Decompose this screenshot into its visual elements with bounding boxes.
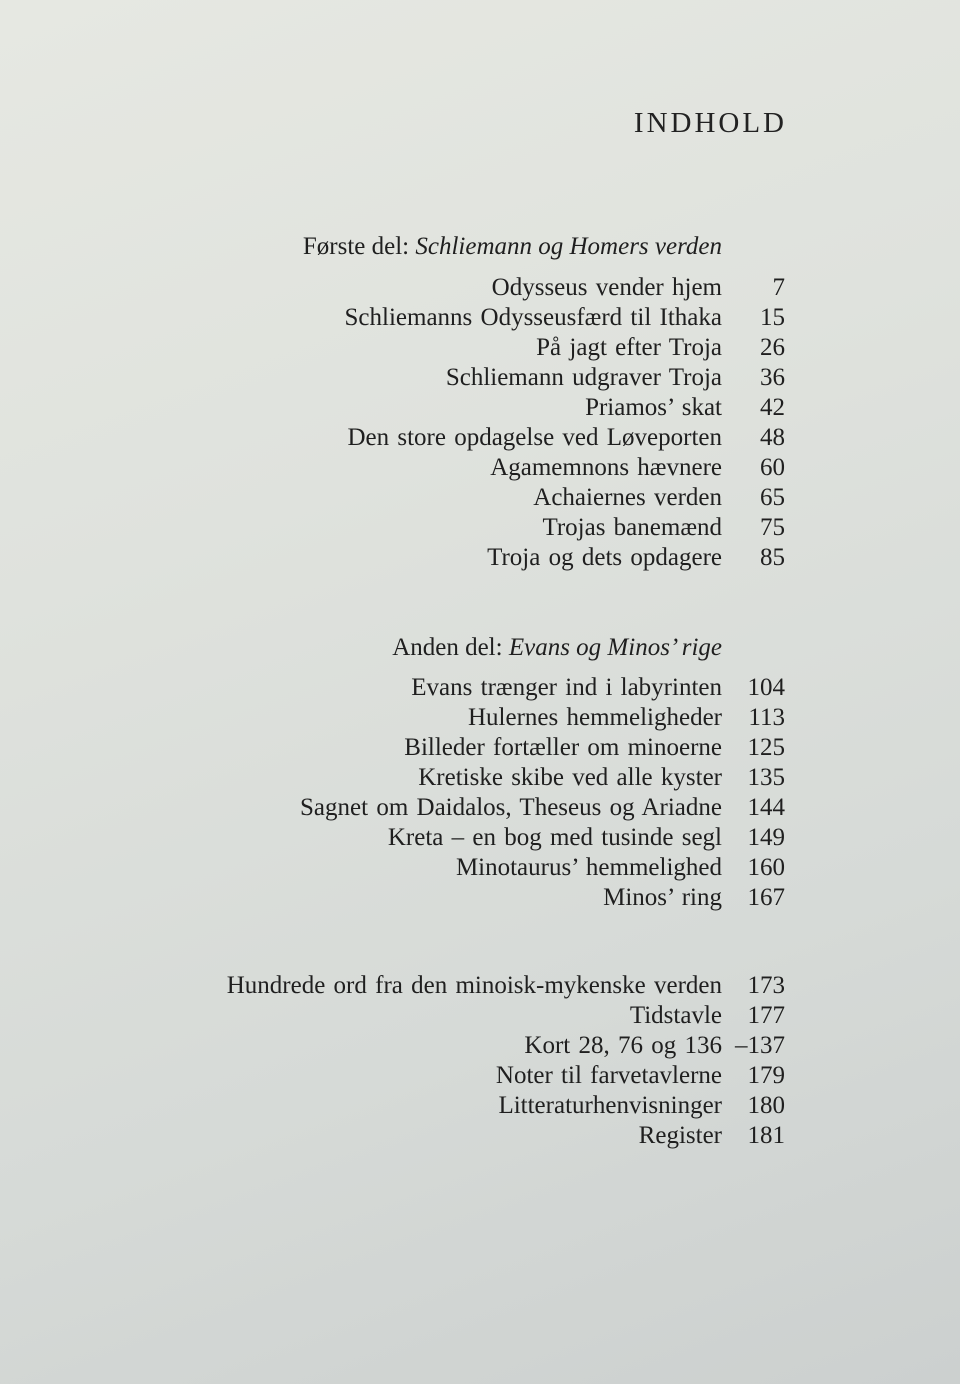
- toc-entry: [0, 453, 960, 483]
- toc-entry: [0, 1001, 960, 1031]
- entry-page: 85: [760, 544, 785, 571]
- entry-title: Minotaurus’ hemmelighed: [455, 854, 722, 881]
- entry-page: 26: [760, 334, 785, 361]
- toc-entry: [0, 333, 960, 363]
- toc-entry: [0, 363, 960, 393]
- toc-entry: [0, 883, 960, 913]
- toc-entry: [0, 703, 960, 733]
- entry-page: 125: [747, 734, 785, 761]
- entry-title: Hundrede ord fra den minoisk-mykenske verden: [226, 972, 722, 999]
- entry-title: Tidstavle: [629, 1002, 722, 1029]
- entry-title: Priamos’ skat: [585, 394, 722, 421]
- entry-page: –137: [735, 1032, 785, 1059]
- entry-title: Sagnet om Daidalos, Theseus og Ariadne: [300, 794, 722, 821]
- part-subtitle: Evans og Minos’ rige: [508, 634, 722, 661]
- entry-page: 160: [747, 854, 785, 881]
- part-heading-2: [392, 633, 722, 663]
- entry-title: Billeder fortæller om minoerne: [404, 734, 722, 761]
- entry-page: 149: [747, 824, 785, 851]
- entry-page: 42: [760, 394, 785, 421]
- toc-entry: [0, 273, 960, 303]
- entry-title: På jagt efter Troja: [536, 334, 722, 361]
- toc-entry: [0, 763, 960, 793]
- entry-page: 179: [747, 1062, 785, 1089]
- entry-page: 177: [747, 1002, 785, 1029]
- part-heading-1: [303, 232, 722, 262]
- toc-entry: [0, 823, 960, 853]
- entry-page: 75: [760, 514, 785, 541]
- entry-title: Schliemann udgraver Troja: [445, 364, 722, 391]
- toc-entry: [0, 853, 960, 883]
- entry-page: 36: [760, 364, 785, 391]
- entry-title: Agamemnons hævnere: [490, 454, 722, 481]
- entry-page: 181: [747, 1122, 785, 1149]
- entry-title: Den store opdagelse ved Løveporten: [347, 424, 722, 451]
- entry-title: Evans trænger ind i labyrinten: [411, 674, 722, 701]
- toc-entry: [0, 1031, 960, 1061]
- entry-title: Register: [638, 1122, 722, 1149]
- entry-title: Trojas banemænd: [542, 514, 722, 541]
- entry-title: Odysseus vender hjem: [491, 274, 722, 301]
- toc-entry: [0, 673, 960, 703]
- entry-title: Schliemanns Odysseusfærd til Ithaka: [344, 304, 722, 331]
- entry-title: Kort 28, 76 og 136: [524, 1032, 722, 1059]
- toc-entry: [0, 1091, 960, 1121]
- entry-title: Noter til farvetavlerne: [495, 1062, 722, 1089]
- entry-page: 144: [747, 794, 785, 821]
- part-subtitle: Schliemann og Homers verden: [415, 233, 722, 260]
- entry-page: 104: [747, 674, 785, 701]
- toc-entry: [0, 793, 960, 823]
- entry-title: Litteraturhenvisninger: [498, 1092, 722, 1119]
- entry-title: Troja og dets opdagere: [487, 544, 722, 571]
- toc-entry: [0, 1061, 960, 1091]
- entry-page: 60: [760, 454, 785, 481]
- toc-entry: [0, 1121, 960, 1151]
- entry-page: 135: [747, 764, 785, 791]
- entry-title: Kreta – en bog med tusinde segl: [387, 824, 722, 851]
- entry-page: 15: [760, 304, 785, 331]
- part-prefix: Anden del:: [392, 634, 509, 661]
- toc-entry: [0, 971, 960, 1001]
- part-prefix: Første del:: [302, 233, 416, 260]
- toc-appendix: [0, 971, 960, 1151]
- entry-page: 167: [747, 884, 785, 911]
- entry-title: Minos’ ring: [603, 884, 722, 911]
- entry-page: 173: [747, 972, 785, 999]
- entry-page: 7: [772, 274, 785, 301]
- entry-page: 65: [760, 484, 785, 511]
- toc-entry: [0, 423, 960, 453]
- entry-title: Achaiernes verden: [533, 484, 722, 511]
- entry-title: Hulernes hemmeligheder: [468, 704, 722, 731]
- entry-page: 113: [748, 704, 785, 731]
- entry-title: Kretiske skibe ved alle kyster: [418, 764, 722, 791]
- entry-page: 48: [760, 424, 785, 451]
- toc-entry: [0, 513, 960, 543]
- toc-entry: [0, 393, 960, 423]
- toc-entry: [0, 543, 960, 573]
- entry-page: 180: [747, 1092, 785, 1119]
- toc-entry: [0, 733, 960, 763]
- toc-section-1: [0, 273, 960, 573]
- toc-section-2: [0, 673, 960, 913]
- page-title: INDHOLD: [633, 107, 787, 139]
- toc-entry: [0, 303, 960, 333]
- toc-entry: [0, 483, 960, 513]
